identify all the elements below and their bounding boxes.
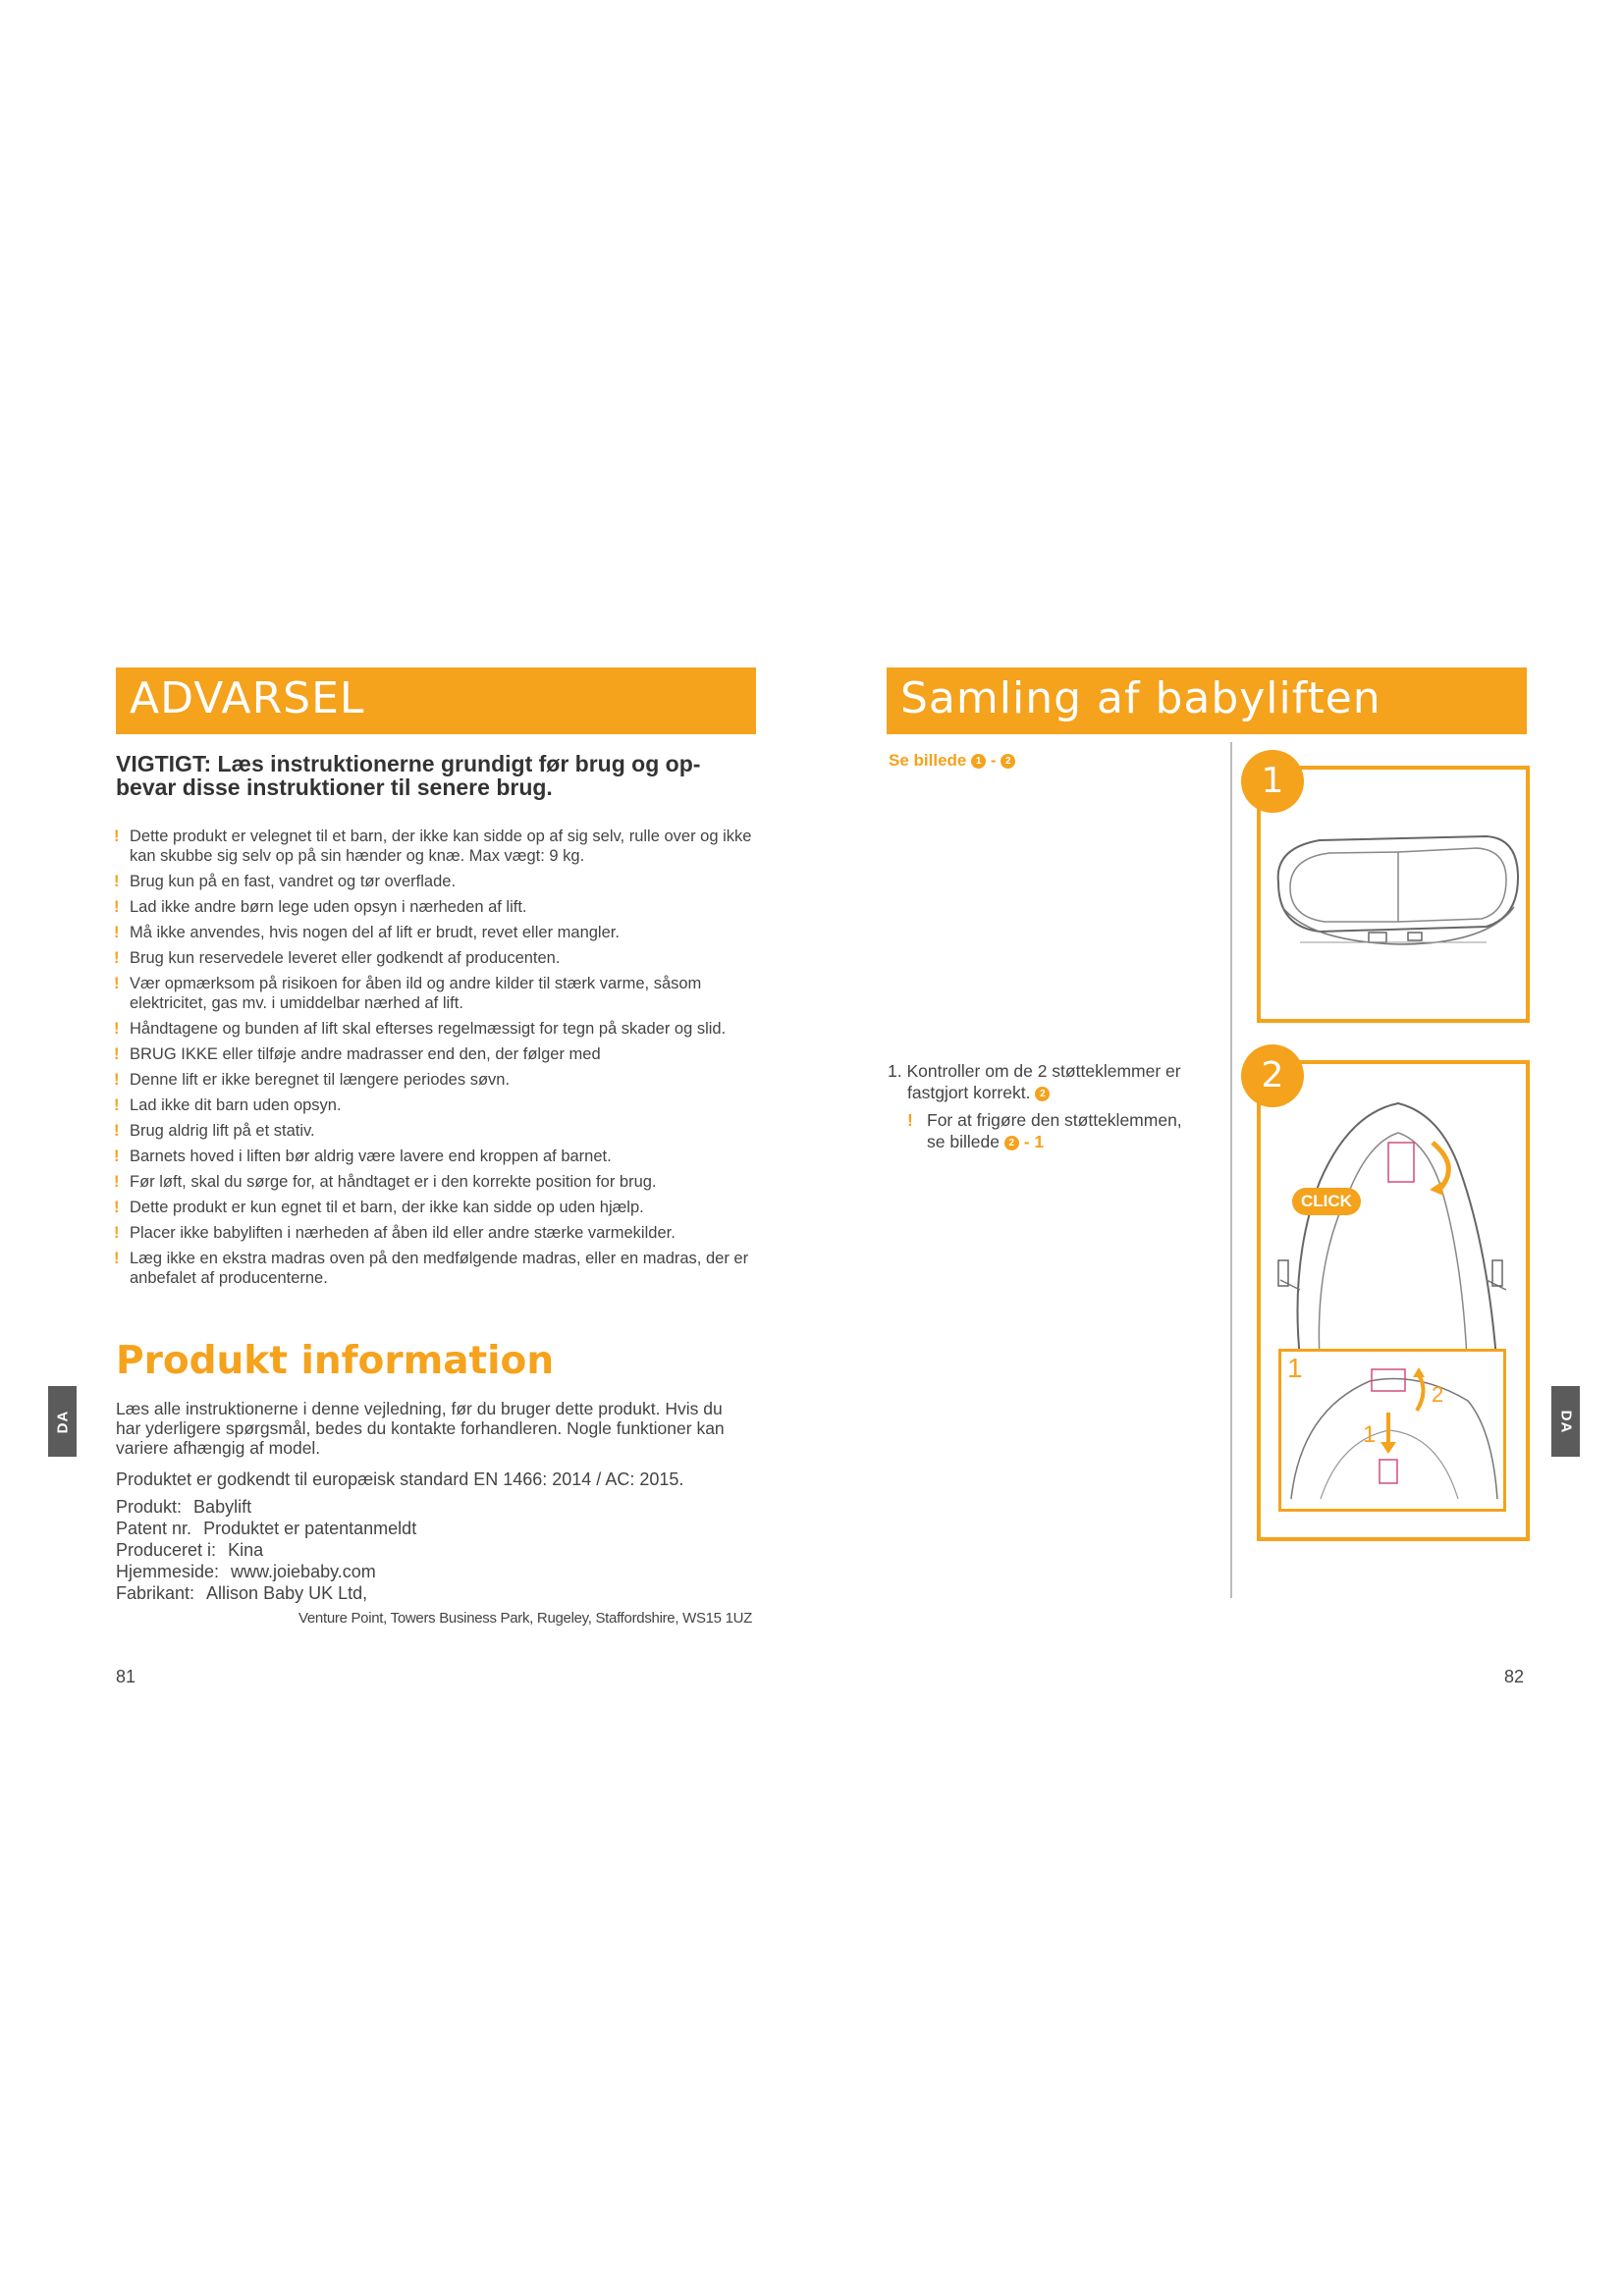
inset-label-2: 2 bbox=[1432, 1382, 1444, 1407]
warning-item bbox=[114, 923, 752, 942]
warning-text: Læg ikke en ekstra madras oven på den medfølgende madras, eller en madras, der er anbefalet af producenterne. bbox=[130, 1250, 749, 1287]
warning-item bbox=[114, 827, 752, 866]
warning-bullet: ! bbox=[114, 1148, 120, 1165]
step-note-line-2: se billede bbox=[927, 1132, 1000, 1151]
spec-value: Produktet er patentanmeldt bbox=[203, 1519, 417, 1538]
warning-item bbox=[114, 1249, 752, 1288]
click-label bbox=[1292, 1188, 1361, 1215]
assembly-banner bbox=[887, 667, 1527, 734]
babylift-closed-illustration bbox=[1261, 770, 1526, 1019]
warning-bullet: ! bbox=[114, 1020, 120, 1038]
language-tab-label: DA bbox=[1556, 1410, 1574, 1433]
warning-item bbox=[114, 1044, 752, 1064]
warning-bullet: ! bbox=[907, 1110, 913, 1130]
warning-text: Placer ikke babyliften i nærheden af åben ild eller andre stærke varmekilder. bbox=[130, 1224, 676, 1242]
spec-produced bbox=[116, 1539, 764, 1561]
language-tab-right bbox=[1551, 1386, 1580, 1457]
inset-label-1: 1 bbox=[1287, 1353, 1303, 1383]
ref-dot-1: 1 bbox=[971, 754, 986, 769]
product-intro: Læs alle instruktionerne i denne vejledning, før du bruger dette produkt. Hvis du har yderligere spørgsmål, bedes du kontakte forhandleren. Nogle funktioner kan variere afhængig af model. bbox=[116, 1399, 725, 1458]
spec-value: Kina bbox=[228, 1540, 264, 1560]
warning-item bbox=[114, 897, 752, 917]
step-note bbox=[907, 1109, 1221, 1152]
warning-text: Brug aldrig lift på et stativ. bbox=[130, 1122, 315, 1140]
standard-text: Produktet er godkendt til europæisk standard EN 1466: 2014 / AC: 2015. bbox=[116, 1469, 684, 1489]
language-tab-label: DA bbox=[53, 1410, 71, 1433]
step-note-line-1: For at frigøre den støtteklemmen, bbox=[927, 1110, 1182, 1130]
ref-dot-2: 2 bbox=[1001, 754, 1015, 769]
warning-text: Vær opmærksom på risikoen for åben ild og andre kilder til stærk varme, såsom elektricitet, gas mv. i umiddelbar nærhed af lift. bbox=[130, 975, 702, 1012]
page-number-left: 81 bbox=[116, 1667, 136, 1686]
step-1-line-1: 1. Kontroller om de 2 støtteklemmer er bbox=[888, 1061, 1181, 1081]
step-1-line-2: fastgjort korrekt. bbox=[907, 1083, 1031, 1102]
manufacturer-address: Venture Point, Towers Business Park, Rugeley, Staffordshire, WS15 1UZ bbox=[298, 1610, 753, 1627]
warning-bullet: ! bbox=[114, 1045, 120, 1063]
spec-value: Babylift bbox=[193, 1497, 252, 1517]
warning-bullet: ! bbox=[114, 1250, 120, 1267]
warning-text: Dette produkt er velegnet til et barn, der ikke kan sidde op af sig selv, rulle over og ikke kan skubbe sig selv op på sin hænder og knæ. Max vægt: 9 kg. bbox=[130, 828, 752, 865]
note-suffix: - 1 bbox=[1023, 1132, 1045, 1151]
important-line-2: bevar disse instruktioner til senere brug. bbox=[116, 774, 553, 800]
warning-list bbox=[114, 827, 752, 1294]
warning-item bbox=[114, 1198, 752, 1217]
warning-item bbox=[114, 1019, 752, 1039]
spec-label: Hjemmeside: bbox=[116, 1562, 220, 1581]
warning-bullet: ! bbox=[114, 949, 120, 967]
spec-label: Fabrikant: bbox=[116, 1583, 195, 1603]
warning-item bbox=[114, 1172, 752, 1192]
step-note-line-1-row bbox=[907, 1109, 1221, 1131]
spec-manufacturer bbox=[116, 1582, 764, 1604]
warning-bullet: ! bbox=[114, 1096, 120, 1114]
warning-bullet: ! bbox=[114, 975, 120, 992]
spec-website bbox=[116, 1561, 764, 1582]
warning-text: Brug kun på en fast, vandret og tør overflade. bbox=[130, 873, 457, 890]
spec-label: Patent nr. bbox=[116, 1519, 192, 1538]
warning-bullet: ! bbox=[114, 1224, 120, 1242]
note-ref-dot: 2 bbox=[1004, 1136, 1019, 1150]
spec-value: Allison Baby UK Ltd, bbox=[206, 1583, 368, 1603]
spec-product bbox=[116, 1496, 764, 1518]
spec-label: Produceret i: bbox=[116, 1540, 217, 1560]
warning-text: BRUG IKKE eller tilføje andre madrasser end den, der følger med bbox=[130, 1045, 601, 1063]
warning-banner bbox=[116, 667, 756, 734]
warning-item bbox=[114, 1070, 752, 1090]
warning-text: Dette produkt er kun egnet til et barn, der ikke kan sidde op uden hjælp. bbox=[130, 1199, 644, 1216]
step-1-line-2-row bbox=[888, 1082, 1212, 1103]
warning-bullet: ! bbox=[114, 873, 120, 890]
warning-text: Barnets hoved i liften bør aldrig være lavere end kroppen af barnet. bbox=[130, 1148, 612, 1165]
figure-1-frame bbox=[1257, 766, 1530, 1023]
step-ref-dot: 2 bbox=[1035, 1087, 1050, 1101]
step-1 bbox=[888, 1060, 1212, 1103]
warning-item bbox=[114, 1147, 752, 1166]
spec-label: Produkt: bbox=[116, 1497, 183, 1517]
important-line-1: VIGTIGT: Læs instruktionerne grundigt før brug og op- bbox=[116, 751, 701, 776]
warning-text: Brug kun reservedele leveret eller godkendt af producenten. bbox=[130, 949, 561, 967]
warning-text: Denne lift er ikke beregnet til længere periodes søvn. bbox=[130, 1071, 511, 1089]
spec-patent bbox=[116, 1518, 764, 1539]
product-info-heading: Produkt information bbox=[116, 1339, 555, 1383]
inset-label-1b: 1 bbox=[1363, 1421, 1377, 1448]
figure-1-badge: 1 bbox=[1241, 750, 1304, 813]
product-specs bbox=[116, 1496, 764, 1604]
warning-title: ADVARSEL bbox=[130, 673, 365, 723]
warning-bullet: ! bbox=[114, 1173, 120, 1191]
warning-text: Håndtagene og bunden af lift skal efterses regelmæssigt for tegn på skader og slid. bbox=[130, 1020, 727, 1038]
warning-bullet: ! bbox=[114, 1199, 120, 1216]
click-label-text: CLICK bbox=[1301, 1192, 1352, 1210]
warning-text: Før løft, skal du sørge for, at håndtaget er i den korrekte position for brug. bbox=[130, 1173, 657, 1191]
warning-item bbox=[114, 1223, 752, 1243]
step-note-line-2-row bbox=[907, 1131, 1221, 1152]
ref-dash: - bbox=[990, 751, 997, 770]
warning-item bbox=[114, 974, 752, 1013]
warning-item bbox=[114, 948, 752, 968]
important-notice bbox=[116, 752, 764, 799]
warning-item bbox=[114, 872, 752, 891]
assembly-title: Samling af babyliften bbox=[900, 673, 1381, 723]
warning-bullet: ! bbox=[114, 828, 120, 845]
warning-bullet: ! bbox=[114, 1122, 120, 1140]
release-clip-illustration bbox=[1281, 1352, 1503, 1509]
warning-text: Lad ikke dit barn uden opsyn. bbox=[130, 1096, 342, 1114]
figure-2-inset bbox=[1278, 1349, 1506, 1512]
warning-bullet: ! bbox=[114, 924, 120, 941]
warning-text: Lad ikke andre børn lege uden opsyn i nærheden af lift. bbox=[130, 898, 527, 916]
warning-bullet: ! bbox=[114, 898, 120, 916]
warning-item bbox=[114, 1121, 752, 1141]
warning-text: Må ikke anvendes, hvis nogen del af lift er brudt, revet eller mangler. bbox=[130, 924, 620, 941]
page-number-right: 82 bbox=[1504, 1667, 1525, 1686]
see-picture-label: Se billede bbox=[889, 751, 967, 770]
warning-bullet: ! bbox=[114, 1071, 120, 1089]
figure-2-badge: 2 bbox=[1241, 1044, 1304, 1107]
warning-item bbox=[114, 1095, 752, 1115]
column-divider bbox=[1230, 742, 1232, 1598]
spec-value: www.joiebaby.com bbox=[231, 1562, 376, 1581]
see-picture-ref bbox=[889, 751, 1015, 771]
language-tab-left bbox=[48, 1386, 77, 1457]
